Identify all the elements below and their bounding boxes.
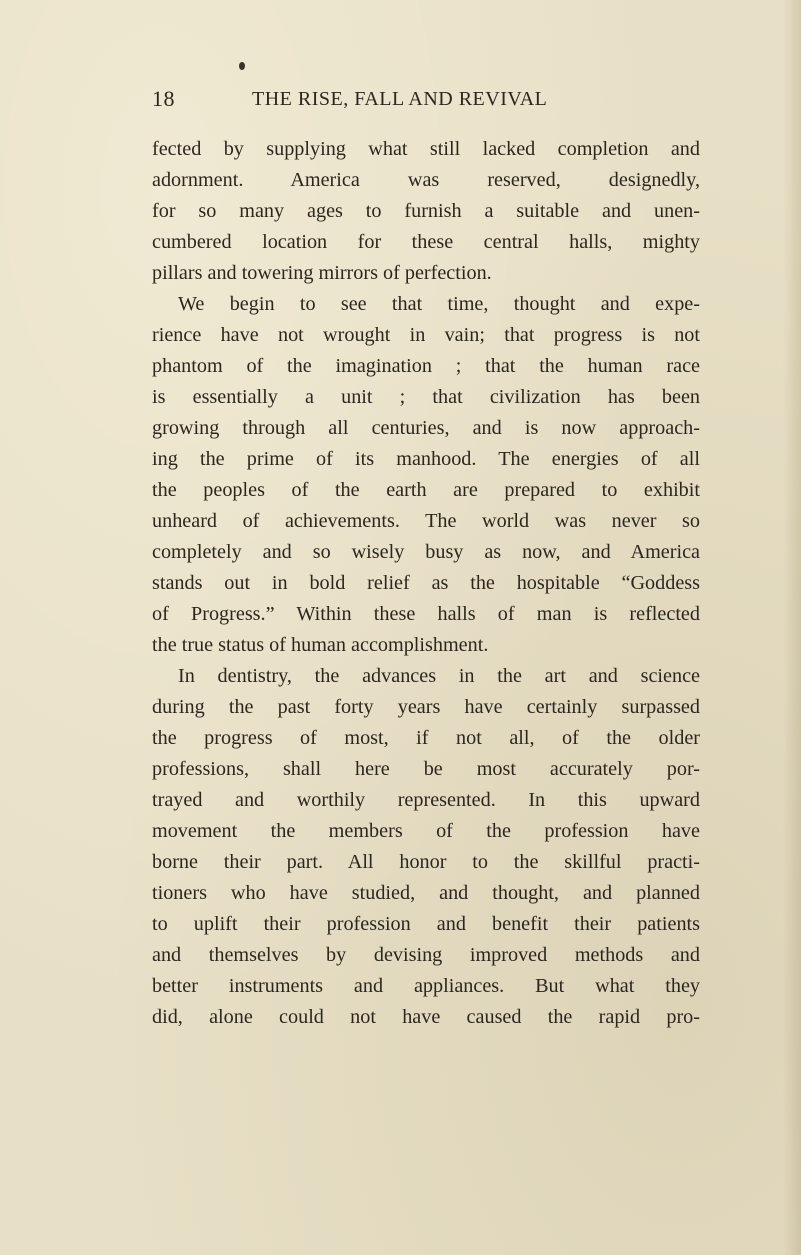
text-line: and themselves by devising improved methods and — [152, 944, 700, 966]
text-line: unheard of achievements. The world was never so — [152, 510, 700, 532]
text-line: the peoples of the earth are prepared to exhibit — [152, 479, 700, 501]
text-line: pillars and towering mirrors of perfection. — [152, 262, 492, 284]
text-line: professions, shall here be most accurately por- — [152, 758, 700, 780]
text-line: rience have not wrought in vain; that progress is not — [152, 324, 700, 346]
text-line: borne their part. All honor to the skillful practi- — [152, 851, 700, 873]
text-line: phantom of the imagination ; that the human race — [152, 355, 700, 377]
text-line: did, alone could not have caused the rapid pro- — [152, 1006, 700, 1028]
text-line: ing the prime of its manhood. The energies of all — [152, 448, 700, 470]
text-line: completely and so wisely busy as now, and America — [152, 541, 700, 563]
text-line: We begin to see that time, thought and expe- — [178, 293, 700, 315]
text-line: during the past forty years have certainly surpassed — [152, 696, 700, 718]
text-line: for so many ages to furnish a suitable and unen- — [152, 200, 700, 222]
text-line: cumbered location for these central halls, mighty — [152, 231, 700, 253]
text-line: trayed and worthily represented. In this upward — [152, 789, 700, 811]
text-line: stands out in bold relief as the hospitable “Goddess — [152, 572, 700, 594]
text-line: adornment. America was reserved, designedly, — [152, 169, 700, 191]
page-header — [152, 86, 692, 118]
page-edge-shadow — [783, 0, 801, 1255]
text-line: fected by supplying what still lacked completion and — [152, 138, 700, 160]
text-line: tioners who have studied, and thought, and planned — [152, 882, 700, 904]
text-line: the progress of most, if not all, of the older — [152, 727, 700, 749]
ink-speck — [239, 62, 245, 70]
text-line: the true status of human accomplishment. — [152, 634, 489, 656]
text-line: is essentially a unit ; that civilization has been — [152, 386, 700, 408]
text-line: better instruments and appliances. But what they — [152, 975, 700, 997]
text-line: growing through all centuries, and is now approach- — [152, 417, 700, 439]
text-line: of Progress.” Within these halls of man is reflected — [152, 603, 700, 625]
body-text — [152, 134, 700, 1033]
text-line: In dentistry, the advances in the art and science — [178, 665, 700, 687]
running-head: THE RISE, FALL AND REVIVAL — [252, 88, 548, 110]
text-line: movement the members of the profession have — [152, 820, 700, 842]
page-number: 18 — [152, 86, 175, 111]
text-line: to uplift their profession and benefit their patients — [152, 913, 700, 935]
